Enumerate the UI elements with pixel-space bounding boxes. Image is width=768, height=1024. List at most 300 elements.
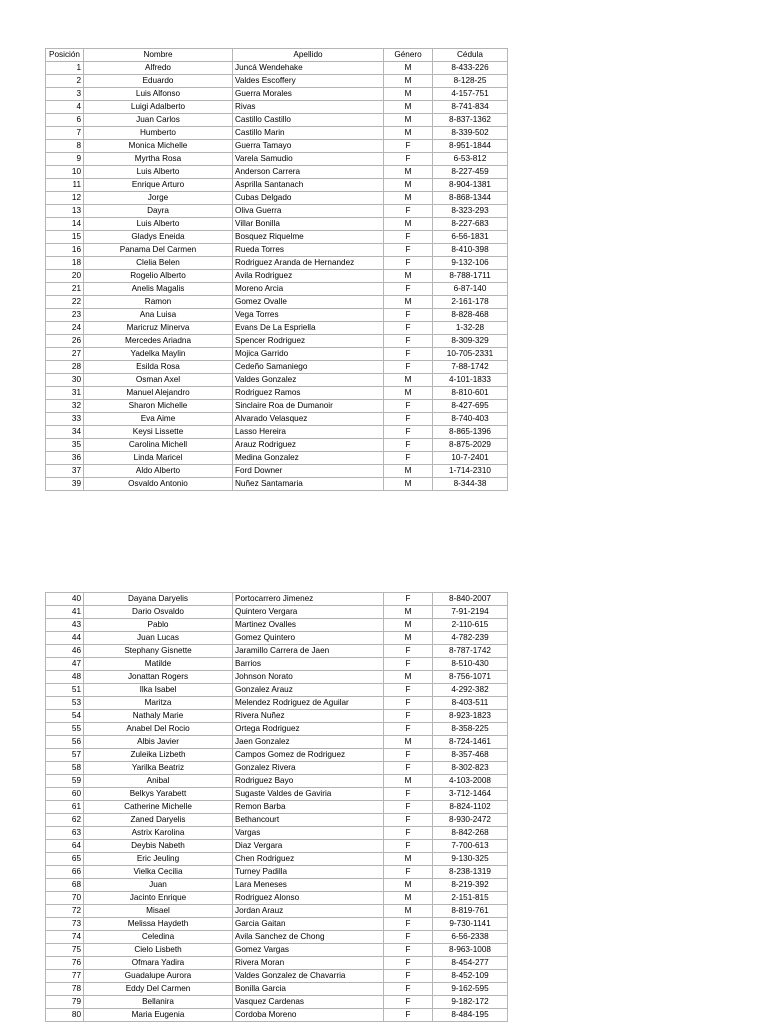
table-row [46,736,508,749]
nombre-cell: Gladys Eneida [84,231,233,244]
apellido-cell: Rodriguez Bayo [233,775,384,788]
apellido-cell: Castillo Castillo [233,114,384,127]
cedula-cell: 8-904-1381 [433,179,508,192]
table-row [46,374,508,387]
table-row [46,840,508,853]
cedula-cell: 8-842-268 [433,827,508,840]
cedula-cell: 8-227-683 [433,218,508,231]
nombre-cell: Keysi Lissette [84,426,233,439]
table-row [46,439,508,452]
table-row [46,465,508,478]
genero-cell: M [384,905,433,918]
nombre-cell: Jonattan Rogers [84,671,233,684]
nombre-cell: Manuel Alejandro [84,387,233,400]
nombre-cell: Ofmara Yadira [84,957,233,970]
cedula-cell: 7-88-1742 [433,361,508,374]
apellido-cell: Mojica Garrido [233,348,384,361]
table-row [46,918,508,931]
header-row [46,49,508,62]
table-row [46,218,508,231]
genero-cell: F [384,840,433,853]
table-row [46,801,508,814]
posicion-cell: 3 [46,88,84,101]
posicion-cell: 20 [46,270,84,283]
genero-cell: F [384,710,433,723]
apellido-cell: Oliva Guerra [233,205,384,218]
cedula-cell: 3-712-1464 [433,788,508,801]
genero-cell: M [384,606,433,619]
table-row [46,996,508,1009]
nombre-cell: Anabel Del Rocio [84,723,233,736]
genero-cell: M [384,879,433,892]
cedula-cell: 8-837-1362 [433,114,508,127]
genero-cell: F [384,801,433,814]
table-row [46,88,508,101]
genero-cell: M [384,127,433,140]
genero-cell: F [384,788,433,801]
posicion-cell: 63 [46,827,84,840]
posicion-cell: 26 [46,335,84,348]
posicion-cell: 62 [46,814,84,827]
posicion-cell: 11 [46,179,84,192]
table-row [46,684,508,697]
cedula-cell: 8-963-1008 [433,944,508,957]
posicion-cell: 73 [46,918,84,931]
nombre-cell: Albis Javier [84,736,233,749]
nombre-cell: Yadelka Maylin [84,348,233,361]
nombre-cell: Sharon Michelle [84,400,233,413]
nombre-cell: Carolina Michell [84,439,233,452]
posicion-cell: 30 [46,374,84,387]
table-row [46,905,508,918]
table-row [46,192,508,205]
posicion-cell: 41 [46,606,84,619]
cedula-cell: 4-101-1833 [433,374,508,387]
genero-cell: M [384,75,433,88]
posicion-cell: 21 [46,283,84,296]
cedula-cell: 1-714-2310 [433,465,508,478]
posicion-cell: 10 [46,166,84,179]
nombre-cell: Melissa Haydeth [84,918,233,931]
posicion-cell: 65 [46,853,84,866]
apellido-cell: Diaz Vergara [233,840,384,853]
apellido-cell: Guerra Morales [233,88,384,101]
posicion-cell: 14 [46,218,84,231]
genero-cell: M [384,270,433,283]
genero-cell: F [384,970,433,983]
cedula-cell: 8-452-109 [433,970,508,983]
genero-cell: F [384,593,433,606]
apellido-cell: Lara Meneses [233,879,384,892]
nombre-cell: Dayra [84,205,233,218]
nombre-cell: Clelia Belen [84,257,233,270]
table-row [46,322,508,335]
apellido-cell: Rodriguez Ramos [233,387,384,400]
apellido-cell: Turney Padilla [233,866,384,879]
genero-cell: M [384,775,433,788]
cedula-cell: 8-741-834 [433,101,508,114]
apellido-cell: Valdes Escoffery [233,75,384,88]
nombre-cell: Osvaldo Antonio [84,478,233,491]
nombre-cell: Eddy Del Carmen [84,983,233,996]
nombre-cell: Myrtha Rosa [84,153,233,166]
posicion-cell: 44 [46,632,84,645]
cedula-cell: 8-787-1742 [433,645,508,658]
nombre-cell: Luis Alberto [84,166,233,179]
cedula-cell: 8-740-403 [433,413,508,426]
apellido-cell: Cedeño Samaniego [233,361,384,374]
genero-cell: F [384,814,433,827]
table-row [46,205,508,218]
nombre-cell: Guadalupe Aurora [84,970,233,983]
table-row [46,762,508,775]
apellido-cell: Campos Gomez de Rodriguez [233,749,384,762]
apellido-cell: Juncá Wendehake [233,62,384,75]
cedula-cell: 8-302-823 [433,762,508,775]
apellido-cell: Cordoba Moreno [233,1009,384,1022]
apellido-cell: Arauz Rodriguez [233,439,384,452]
cedula-cell: 6-87-140 [433,283,508,296]
apellido-cell: Gonzalez Arauz [233,684,384,697]
posicion-cell: 59 [46,775,84,788]
table-row [46,257,508,270]
table-row [46,827,508,840]
posicion-cell: 35 [46,439,84,452]
cedula-cell: 8-840-2007 [433,593,508,606]
table-row [46,879,508,892]
table-row [46,671,508,684]
posicion-cell: 79 [46,996,84,1009]
cedula-cell: 8-358-225 [433,723,508,736]
apellido-cell: Avila Sanchez de Chong [233,931,384,944]
table-row [46,957,508,970]
posicion-cell: 74 [46,931,84,944]
genero-cell: F [384,400,433,413]
nombre-cell: Mercedes Ariadna [84,335,233,348]
posicion-cell: 1 [46,62,84,75]
posicion-cell: 68 [46,879,84,892]
apellido-cell: Asprilla Santanach [233,179,384,192]
cedula-cell: 4-292-382 [433,684,508,697]
cedula-cell: 10-705-2331 [433,348,508,361]
nombre-cell: Rogelio Alberto [84,270,233,283]
genero-cell: F [384,153,433,166]
nombre-cell: Pablo [84,619,233,632]
cedula-cell: 8-930-2472 [433,814,508,827]
table-row [46,632,508,645]
table-row [46,1009,508,1022]
genero-cell: M [384,853,433,866]
genero-cell: M [384,192,433,205]
genero-cell: M [384,671,433,684]
table-row [46,426,508,439]
genero-cell: M [384,619,433,632]
apellido-cell: Quintero Vergara [233,606,384,619]
cedula-cell: 8-724-1461 [433,736,508,749]
cedula-cell: 8-219-392 [433,879,508,892]
apellido-cell: Gomez Quintero [233,632,384,645]
apellido-cell: Garcia Gaitan [233,918,384,931]
posicion-cell: 37 [46,465,84,478]
posicion-cell: 15 [46,231,84,244]
posicion-cell: 32 [46,400,84,413]
cedula-cell: 2-110-615 [433,619,508,632]
posicion-cell: 54 [46,710,84,723]
table-row [46,283,508,296]
cedula-cell: 8-238-1319 [433,866,508,879]
posicion-cell: 72 [46,905,84,918]
posicion-cell: 55 [46,723,84,736]
cedula-cell: 8-309-329 [433,335,508,348]
nombre-cell: Maricruz Minerva [84,322,233,335]
genero-cell: F [384,140,433,153]
table-row [46,166,508,179]
cedula-cell: 8-875-2029 [433,439,508,452]
genero-cell: F [384,762,433,775]
posicion-cell: 18 [46,257,84,270]
genero-cell: F [384,257,433,270]
apellido-cell: Avila Rodriguez [233,270,384,283]
nombre-cell: Bellanira [84,996,233,1009]
posicion-cell: 2 [46,75,84,88]
cedula-cell: 8-865-1396 [433,426,508,439]
table-row [46,619,508,632]
nombre-cell: Vielka Cecilia [84,866,233,879]
apellido-cell: Rueda Torres [233,244,384,257]
table-row [46,866,508,879]
cedula-cell: 6-56-2338 [433,931,508,944]
cedula-cell: 8-868-1344 [433,192,508,205]
genero-cell: F [384,205,433,218]
cedula-cell: 8-923-1823 [433,710,508,723]
apellido-cell: Moreno Arcia [233,283,384,296]
genero-cell: M [384,478,433,491]
nombre-cell: Maritza [84,697,233,710]
posicion-cell: 4 [46,101,84,114]
apellido-cell: Melendez Rodriguez de Aguilar [233,697,384,710]
posicion-cell: 31 [46,387,84,400]
table-row [46,931,508,944]
nombre-cell: Jorge [84,192,233,205]
apellido-cell: Jaen Gonzalez [233,736,384,749]
apellido-cell: Alvarado Velasquez [233,413,384,426]
nombre-cell: Celedina [84,931,233,944]
nombre-cell: Anibal [84,775,233,788]
nombre-cell: Aldo Alberto [84,465,233,478]
table-row [46,983,508,996]
table-row [46,478,508,491]
genero-cell: F [384,957,433,970]
table-row [46,270,508,283]
genero-cell: M [384,114,433,127]
posicion-cell: 12 [46,192,84,205]
posicion-cell: 80 [46,1009,84,1022]
apellido-cell: Ortega Rodriguez [233,723,384,736]
header-genero: Género [384,49,433,62]
table-row [46,244,508,257]
apellido-cell: Sinclaire Roa de Dumanoir [233,400,384,413]
table-row [46,361,508,374]
genero-cell: F [384,439,433,452]
apellido-cell: Bonilla Garcia [233,983,384,996]
posicion-cell: 43 [46,619,84,632]
table-row [46,231,508,244]
genero-cell: F [384,658,433,671]
table-row [46,296,508,309]
table-row [46,788,508,801]
apellido-cell: Rivas [233,101,384,114]
genero-cell: F [384,335,433,348]
genero-cell: M [384,465,433,478]
posicion-cell: 33 [46,413,84,426]
cedula-cell: 8-128-25 [433,75,508,88]
nombre-cell: Ilka Isabel [84,684,233,697]
apellido-cell: Castillo Marin [233,127,384,140]
table-row [46,335,508,348]
apellido-cell: Ford Downer [233,465,384,478]
apellido-cell: Portocarrero Jimenez [233,593,384,606]
genero-cell: M [384,296,433,309]
cedula-cell: 8-788-1711 [433,270,508,283]
nombre-cell: Astrix Karolina [84,827,233,840]
nombre-cell: Juan Carlos [84,114,233,127]
table-row [46,697,508,710]
posicion-cell: 64 [46,840,84,853]
nombre-cell: Belkys Yarabett [84,788,233,801]
cedula-cell: 8-403-511 [433,697,508,710]
genero-cell: M [384,88,433,101]
table-row [46,114,508,127]
posicion-cell: 58 [46,762,84,775]
genero-cell: F [384,944,433,957]
cedula-cell: 8-951-1844 [433,140,508,153]
cedula-cell: 1-32-28 [433,322,508,335]
table-row [46,452,508,465]
table-row [46,127,508,140]
posicion-cell: 60 [46,788,84,801]
cedula-cell: 6-56-1831 [433,231,508,244]
nombre-cell: Zuleika Lizbeth [84,749,233,762]
nombre-cell: Cielo Lisbeth [84,944,233,957]
nombre-cell: Ana Luisa [84,309,233,322]
table-row [46,413,508,426]
header-apellido: Apellido [233,49,384,62]
apellido-cell: Rivera Nuñez [233,710,384,723]
cedula-cell: 8-510-430 [433,658,508,671]
cedula-cell: 2-161-178 [433,296,508,309]
cedula-cell: 6-53-812 [433,153,508,166]
posicion-cell: 23 [46,309,84,322]
apellido-cell: Villar Bonilla [233,218,384,231]
cedula-cell: 8-339-502 [433,127,508,140]
posicion-cell: 76 [46,957,84,970]
genero-cell: M [384,166,433,179]
apellido-cell: Gomez Vargas [233,944,384,957]
posicion-cell: 75 [46,944,84,957]
nombre-cell: Monica Michelle [84,140,233,153]
nombre-cell: Alfredo [84,62,233,75]
genero-cell: F [384,749,433,762]
spreadsheet-table-top [45,48,508,491]
genero-cell: F [384,361,433,374]
apellido-cell: Rivera Moran [233,957,384,970]
nombre-cell: Enrique Arturo [84,179,233,192]
genero-cell: F [384,1009,433,1022]
nombre-cell: Luis Alfonso [84,88,233,101]
apellido-cell: Lasso Hereira [233,426,384,439]
apellido-cell: Bosquez Riquelme [233,231,384,244]
nombre-cell: Osman Axel [84,374,233,387]
posicion-cell: 77 [46,970,84,983]
apellido-cell: Guerra Tamayo [233,140,384,153]
table-row [46,75,508,88]
nombre-cell: Matilde [84,658,233,671]
apellido-cell: Rodriguez Aranda de Hernandez [233,257,384,270]
cedula-cell: 2-151-815 [433,892,508,905]
table-row [46,309,508,322]
cedula-cell: 9-730-1141 [433,918,508,931]
apellido-cell: Rodriguez Alonso [233,892,384,905]
posicion-cell: 7 [46,127,84,140]
header-cedula: Cédula [433,49,508,62]
table-row [46,153,508,166]
apellido-cell: Bethancourt [233,814,384,827]
genero-cell: F [384,723,433,736]
table-row [46,593,508,606]
posicion-cell: 39 [46,478,84,491]
genero-cell: F [384,348,433,361]
posicion-cell: 9 [46,153,84,166]
table-row [46,892,508,905]
genero-cell: F [384,996,433,1009]
table-row [46,645,508,658]
table-row [46,400,508,413]
genero-cell: M [384,736,433,749]
table-body-top [46,49,508,491]
posicion-cell: 16 [46,244,84,257]
apellido-cell: Gomez Ovalle [233,296,384,309]
apellido-cell: Varela Samudio [233,153,384,166]
cedula-cell: 4-103-2008 [433,775,508,788]
table-row [46,970,508,983]
table-row [46,658,508,671]
posicion-cell: 51 [46,684,84,697]
genero-cell: F [384,697,433,710]
genero-cell: F [384,918,433,931]
cedula-cell: 9-162-595 [433,983,508,996]
cedula-cell: 8-819-761 [433,905,508,918]
posicion-cell: 78 [46,983,84,996]
table-row [46,62,508,75]
apellido-cell: Medina Gonzalez [233,452,384,465]
table-row [46,775,508,788]
nombre-cell: Dario Osvaldo [84,606,233,619]
nombre-cell: Yarilka Beatriz [84,762,233,775]
apellido-cell: Vega Torres [233,309,384,322]
genero-cell: M [384,101,433,114]
apellido-cell: Chen Rodriguez [233,853,384,866]
table-row [46,348,508,361]
cedula-cell: 8-824-1102 [433,801,508,814]
table-row [46,140,508,153]
cedula-cell: 8-454-277 [433,957,508,970]
cedula-cell: 8-323-293 [433,205,508,218]
posicion-cell: 48 [46,671,84,684]
nombre-cell: Dayana Daryelis [84,593,233,606]
genero-cell: F [384,645,433,658]
genero-cell: F [384,426,433,439]
nombre-cell: Ramon [84,296,233,309]
